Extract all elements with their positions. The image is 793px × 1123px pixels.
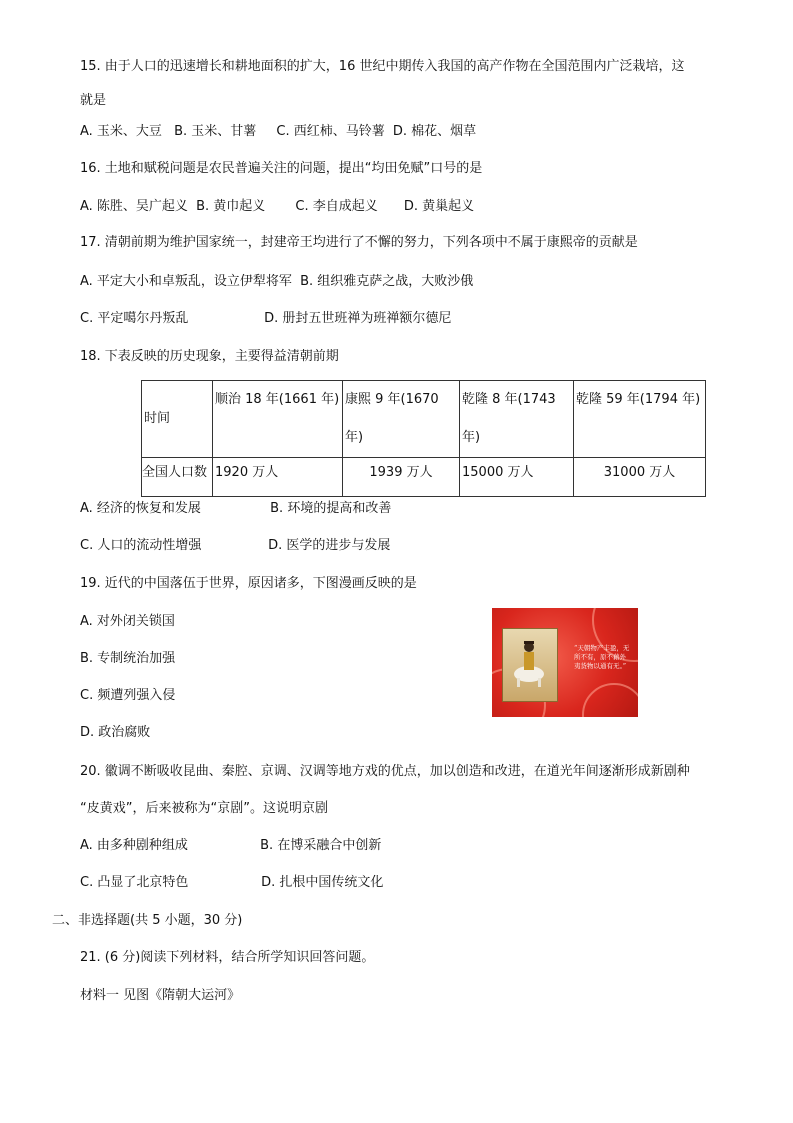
emperor-on-horse-icon	[512, 638, 546, 688]
q16-option-c[interactable]: C. 李自成起义	[295, 199, 378, 214]
q15-option-c[interactable]: C. 西红柿、马铃薯	[276, 124, 385, 139]
table-cell-population: 1920 万人	[213, 458, 343, 497]
q15-stem-line2: 就是	[80, 93, 107, 108]
q16-option-a[interactable]: A. 陈胜、吴广起义	[80, 199, 188, 214]
q15-options	[80, 122, 476, 142]
q17-option-d[interactable]: D. 册封五世班禅为班禅额尔德尼	[264, 311, 452, 326]
q18-option-d[interactable]: D. 医学的进步与发展	[268, 538, 391, 553]
q19-option-c[interactable]: C. 频遭列强入侵	[80, 688, 176, 703]
q16-option-d[interactable]: D. 黄巢起义	[403, 199, 475, 214]
q16-options	[80, 197, 474, 217]
q20-options-row2	[80, 873, 383, 893]
q21-material1: 材料一 见图《隋朝大运河》	[80, 988, 241, 1003]
table-cell-year: 康熙 9 年(1670 年)	[343, 381, 460, 458]
table-cell-year: 乾隆 8 年(1743 年)	[460, 381, 574, 458]
cartoon-quote: “天朝物产丰盈，无所不有，原不藉外夷货物以通有无。”	[574, 644, 630, 670]
q19-option-a[interactable]: A. 对外闭关锁国	[80, 614, 175, 629]
section-two-title: 二、非选择题(共 5 小题，30 分)	[52, 913, 243, 928]
q20-stem-line2: “皮黄戏”，后来被称为“京剧”。这说明京剧	[80, 801, 328, 816]
q17-stem: 17. 清朝前期为维护国家统一，封建帝王均进行了不懈的努力，下列各项中不属于康熙帝的贡献是	[80, 235, 638, 250]
q16-option-b[interactable]: B. 黄巾起义	[196, 199, 266, 214]
q18-option-c[interactable]: C. 人口的流动性增强	[80, 538, 202, 553]
table-cell-population: 31000 万人	[574, 458, 706, 497]
q17-option-c[interactable]: C. 平定噶尔丹叛乱	[80, 311, 189, 326]
q20-stem-line1: 20. 徽调不断吸收昆曲、秦腔、京调、汉调等地方戏的优点，加以创造和改进，在道光年间逐渐形成新剧种	[80, 764, 690, 779]
q15-stem-line1: 15. 由于人口的迅速增长和耕地面积的扩大，16 世纪中期传入我国的高产作物在全国范围内广泛栽培，这	[80, 59, 685, 74]
q20-option-d[interactable]: D. 扎根中国传统文化	[261, 875, 384, 890]
table-cell-year: 顺治 18 年(1661 年)	[213, 381, 343, 458]
table-row-years	[142, 381, 706, 458]
q19-option-b[interactable]: B. 专制统治加强	[80, 651, 176, 666]
q18-options-row2	[80, 536, 390, 556]
q20-options-row1	[80, 836, 381, 856]
q15-option-b[interactable]: B. 玉米、甘薯	[174, 124, 257, 139]
q17-options-row1	[80, 272, 473, 292]
q15-option-a[interactable]: A. 玉米、大豆	[80, 124, 162, 139]
q19-stem: 19. 近代的中国落伍于世界，原因诸多，下图漫画反映的是	[80, 576, 417, 591]
q17-options-row2	[80, 309, 451, 329]
population-table	[141, 380, 706, 497]
table-cell-head-time: 时间	[142, 381, 213, 458]
q17-option-a[interactable]: A. 平定大小和卓叛乱，设立伊犁将军	[80, 274, 292, 289]
q18-option-a[interactable]: A. 经济的恢复和发展	[80, 501, 201, 516]
q18-option-b[interactable]: B. 环境的提高和改善	[270, 501, 392, 516]
q19-option-d[interactable]: D. 政治腐败	[80, 725, 151, 740]
q20-option-c[interactable]: C. 凸显了北京特色	[80, 875, 189, 890]
q18-options-row1	[80, 499, 391, 519]
qianlong-cartoon-image	[492, 608, 638, 717]
q18-stem: 18. 下表反映的历史现象，主要得益清朝前期	[80, 349, 339, 364]
table-cell-head-population: 全国人口数	[142, 458, 213, 497]
q20-option-a[interactable]: A. 由多种剧种组成	[80, 838, 188, 853]
q16-stem: 16. 土地和赋税问题是农民普遍关注的问题，提出“均田免赋”口号的是	[80, 161, 483, 176]
q15-option-d[interactable]: D. 棉花、烟草	[392, 124, 477, 139]
q17-option-b[interactable]: B. 组织雅克萨之战，大败沙俄	[300, 274, 474, 289]
q21-stem: 21. (6 分)阅读下列材料，结合所学知识回答问题。	[80, 950, 375, 965]
q20-option-b[interactable]: B. 在博采融合中创新	[260, 838, 382, 853]
table-cell-population: 15000 万人	[460, 458, 574, 497]
table-cell-population: 1939 万人	[343, 458, 460, 497]
table-row-population	[142, 458, 706, 497]
table-cell-year: 乾隆 59 年(1794 年)	[574, 381, 706, 458]
